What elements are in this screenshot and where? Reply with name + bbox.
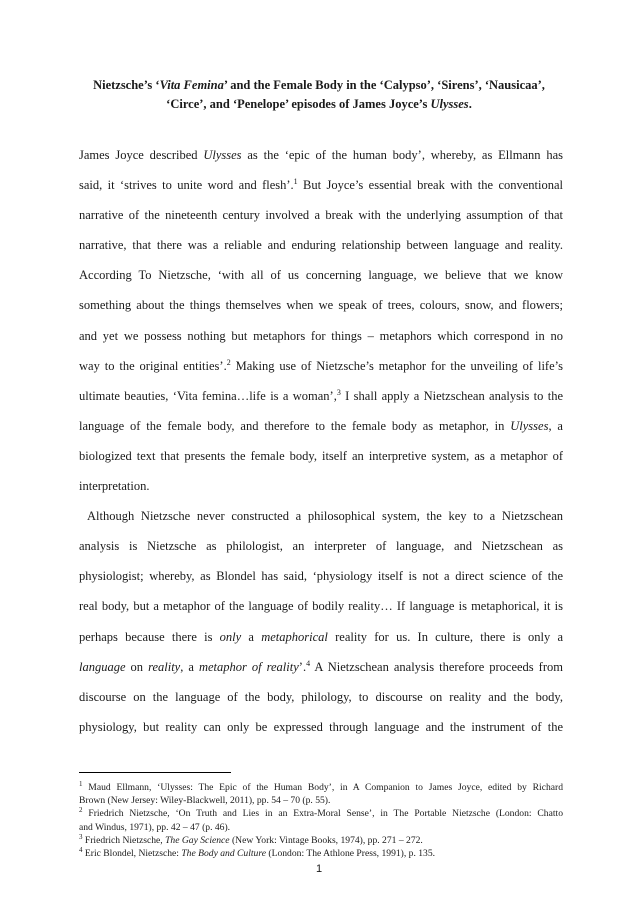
footnote-2: $^2$ Friedrich Nietzsche, ‘On Truth and Lies in an Extra-Moral Sense’, in The Portable Nietzsche (London: Chatto [79, 807, 563, 820]
body-line: and yet we possess nothing but metaphors for things – metaphors which correspond in no [79, 328, 563, 343]
body-line: James Joyce described Ulysses as the ‘epic of the human body’, whereby, as Ellmann has [79, 148, 563, 162]
footnote-2-cont: and Windus, 1971), pp. 42 – 47 (p. 46). [79, 821, 231, 833]
footnote-ref-3[interactable]: 3 [336, 387, 341, 397]
body-line: discourse on the language of the body, philology, to discourse on reality and the body, [79, 689, 563, 704]
title-text: ‘Circe’, and ‘Penelope’ episodes of James Joyce’s [166, 97, 431, 111]
body-line: physiologist; whereby, as Blondel has said, ‘physiology itself is not a direct science of the [79, 569, 563, 584]
body-line: said, it ‘strives to unite word and flesh’.$^1$ But Joyce’s essential break with the conventional [79, 176, 563, 193]
title-text: Nietzsche’s ‘ [93, 78, 160, 92]
body-line: interpretation. [79, 479, 150, 494]
body-line: analysis is Nietzsche as philologist, an interpreter of language, and Nietzschean as [79, 539, 563, 554]
body-line: biologized text that presents the female body, itself an interpretive system, as a metaphor of [79, 448, 563, 463]
footnote-ref-2[interactable]: 2 [226, 357, 231, 367]
title-text: ’ and the Female Body in the ‘Calypso’, ‘Sirens’, ‘Nausicaa’, [223, 78, 545, 92]
footnote-4: $^4$ Eric Blondel, Nietzsche: The Body and Culture (London: The Athlone Press, 1991), p. 135. [79, 847, 436, 860]
footnote-ref-4[interactable]: 4 [306, 658, 311, 668]
body-line: language of the female body, and therefore to the female body as metaphor, in Ulysses, a [79, 418, 563, 433]
body-line: According To Nietzsche, ‘with all of us concerning language, we believe that we know [79, 268, 563, 283]
title-text: . [468, 97, 472, 111]
footnote-separator [79, 772, 231, 773]
body-line: real body, but a metaphor of the language of bodily reality… If language is metaphorical, it is [79, 599, 563, 614]
body-line: way to the original entities’.$^2$ Making use of Nietzsche’s metaphor for the unveiling of life’s [79, 357, 563, 373]
footnote-ref-1[interactable]: 1 [293, 176, 298, 186]
title-italic-text: Vita Femina [159, 78, 224, 92]
title-line-1 [62, 76, 576, 95]
body-line: physiology, but reality can only be expressed through language and the instrument of the [79, 719, 563, 734]
page-number: 1 [315, 863, 323, 875]
title-line-2 [62, 95, 576, 114]
footnote-1: $^1$ Maud Ellmann, ‘Ulysses: The Epic of the Human Body’, in A Companion to James Joyce, edited by Richard [79, 781, 563, 793]
body-line: narrative of the nineteenth century involved a break with the underlying assumption of that [79, 208, 563, 223]
body-line: language on reality, a metaphor of reality’.$^4$ A Nietzschean analysis therefore proceeds from [79, 658, 563, 674]
footnote-1-cont: Brown (New Jersey: Wiley-Blackwell, 2011), pp. 54 – 70 (p. 55). [79, 795, 331, 807]
body-line: ultimate beauties, ‘Vita femina…life is a woman’,$^3$ I shall apply a Nietzschean analysis to the [79, 387, 563, 403]
document-title [62, 76, 576, 114]
title-italic-text: Ulysses [430, 97, 469, 111]
body-text [79, 146, 563, 748]
body-line: Although Nietzsche never constructed a philosophical system, the key to a Nietzschean [87, 509, 563, 524]
body-line: perhaps because there is only a metaphorical reality for us. In culture, there is only a [79, 629, 563, 644]
body-line: something about the things themselves when we speak of trees, colours, snow, and flowers; [79, 298, 563, 313]
footnote-3: $^3$ Friedrich Nietzsche, The Gay Science (New York: Vintage Books, 1974), pp. 271 – 272. [79, 833, 423, 846]
body-line: narrative, that there was a reliable and enduring relationship between language and reality. [79, 238, 563, 253]
footnotes [79, 781, 563, 860]
